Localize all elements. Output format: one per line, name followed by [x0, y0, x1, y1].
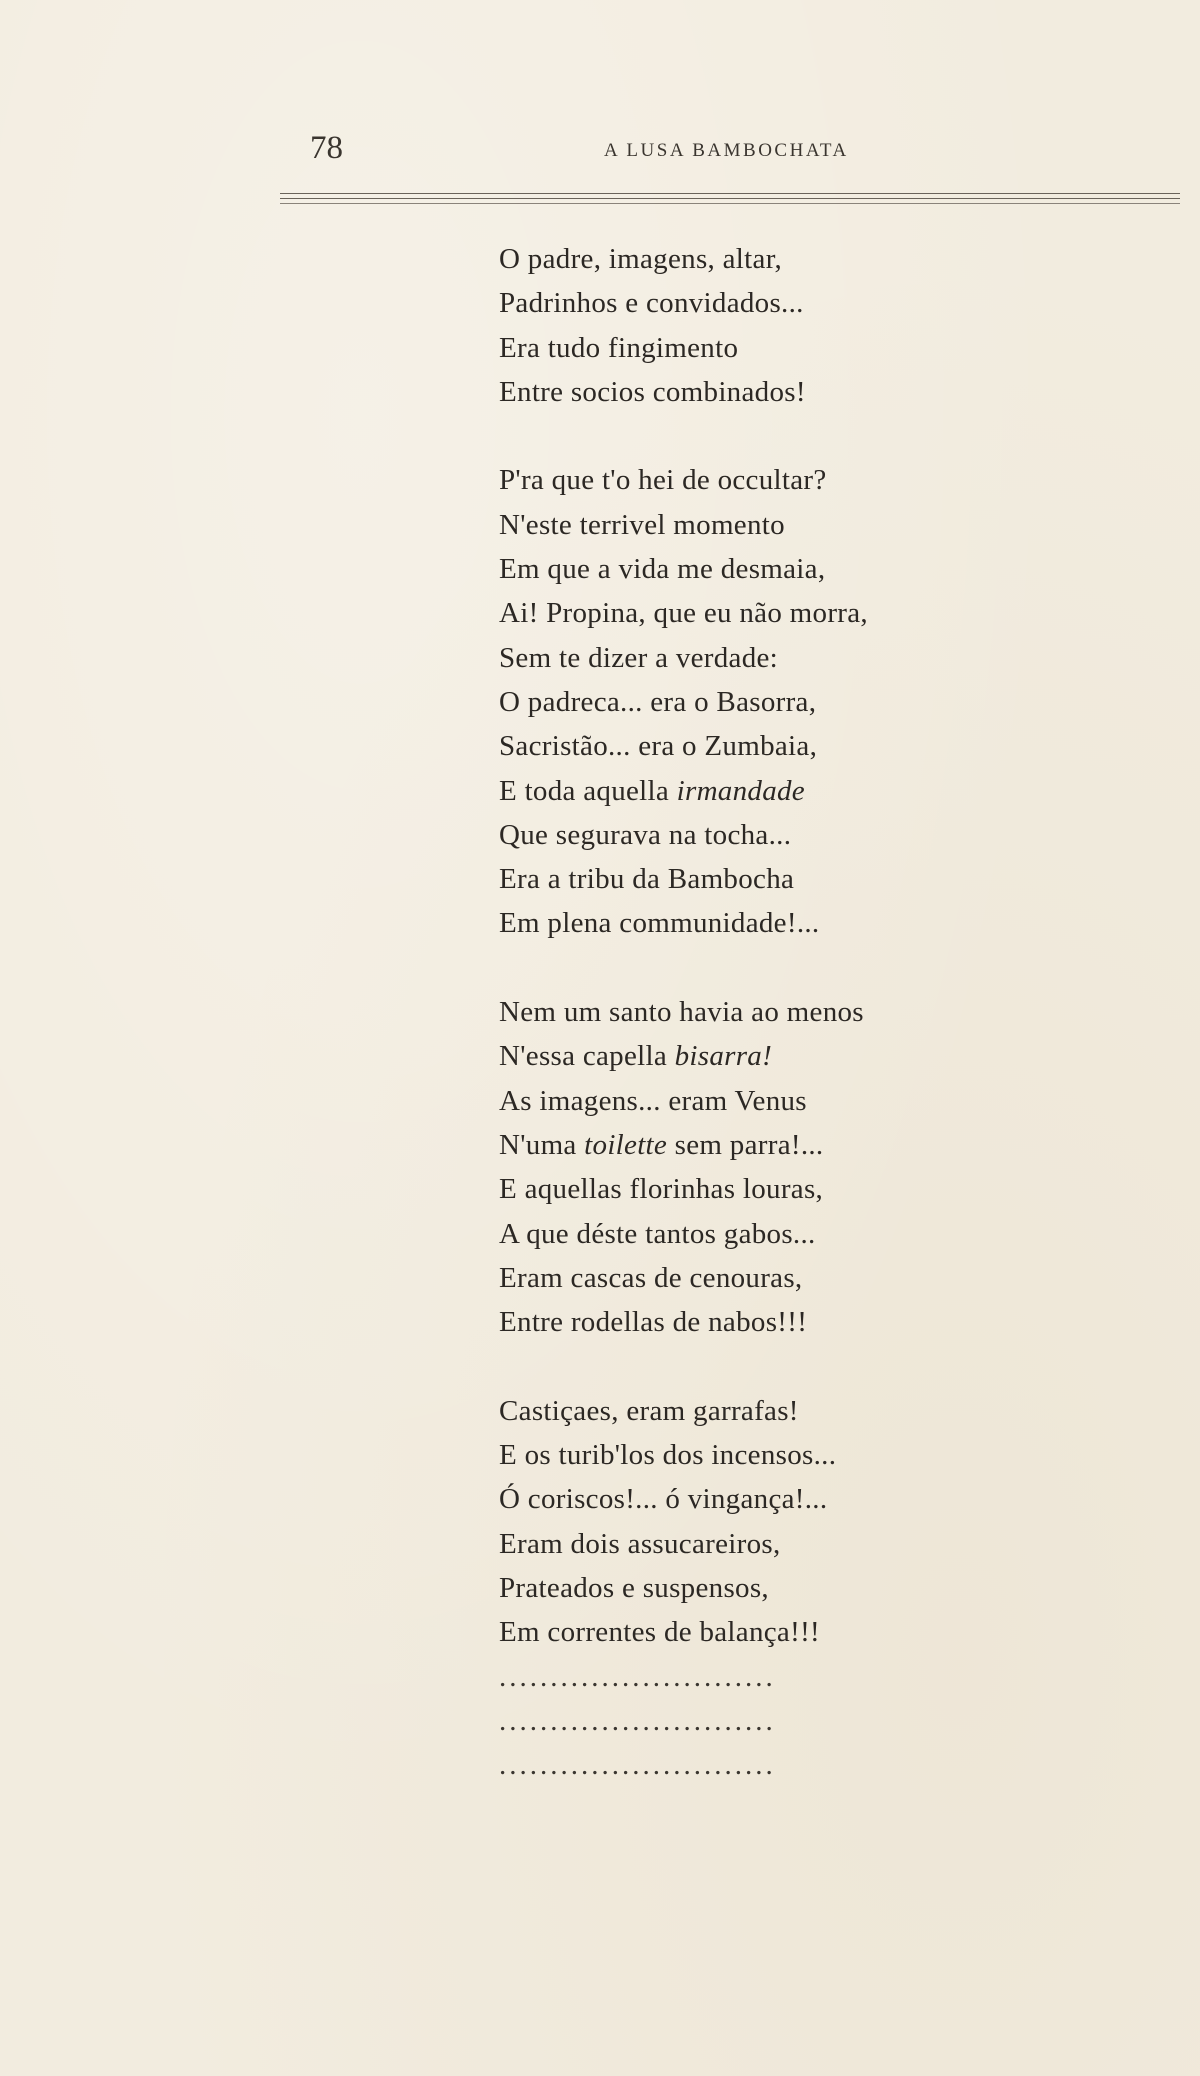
- verse-line: Era a tribu da Bambocha: [499, 863, 795, 896]
- verse-line: P'ra que t'o hei de occultar?: [499, 464, 827, 497]
- page-number: 78: [310, 130, 343, 166]
- verse-italic: irmandade: [676, 774, 805, 807]
- verse-line: A que déste tantos gabos...: [499, 1217, 816, 1250]
- verse-line: [499, 769, 1139, 813]
- ellipsis-line: ...........................: [499, 1749, 776, 1782]
- verse-line: Entre socios combinados!: [499, 375, 806, 408]
- header-rule-lower: [280, 203, 1180, 204]
- verse-line: Prateados e suspensos,: [499, 1571, 769, 1604]
- verse-line: N'este terrivel momento: [499, 508, 785, 541]
- verse-line: Padrinhos e convidados...: [499, 287, 804, 320]
- page-header: [308, 130, 1186, 170]
- ellipsis-line: ...........................: [499, 1704, 776, 1737]
- verse-line: E aquellas florinhas louras,: [499, 1173, 824, 1206]
- verse-line: Que segurava na tocha...: [499, 818, 792, 851]
- verse-line: Ai! Propina, que eu não morra,: [499, 597, 868, 630]
- verse-text: sem parra!...: [667, 1128, 824, 1161]
- running-title: A LUSA BAMBOCHATA: [604, 140, 849, 161]
- verse-line: E os turib'los dos incensos...: [499, 1439, 837, 1472]
- stanza-gap: [499, 1344, 1139, 1388]
- verse-line: Nem um santo havia ao menos: [499, 996, 864, 1029]
- ellipsis-line: ...........................: [499, 1660, 776, 1693]
- verse-line: Castiçaes, eram garrafas!: [499, 1394, 799, 1427]
- verse-line: Eram cascas de cenouras,: [499, 1261, 803, 1294]
- verse-line: Entre rodellas de nabos!!!: [499, 1306, 808, 1339]
- verse-line: Em que a vida me desmaia,: [499, 553, 826, 586]
- verse-italic: bisarra!: [674, 1040, 773, 1073]
- stanza-gap: [499, 946, 1139, 990]
- stanza-gap: [499, 414, 1139, 458]
- header-rule: [280, 193, 1180, 199]
- verse-line: Em correntes de balança!!!: [499, 1616, 820, 1649]
- verse-line: Eram dois assucareiros,: [499, 1527, 781, 1560]
- verse-text: N'essa capella: [499, 1040, 675, 1073]
- verse-line: O padreca... era o Basorra,: [499, 685, 817, 718]
- poem: [499, 237, 1139, 1787]
- verse-text: N'uma: [499, 1128, 585, 1161]
- verse-text: E toda aquella: [499, 774, 677, 807]
- verse-line: Era tudo fingimento: [499, 331, 739, 364]
- verse-line: O padre, imagens, altar,: [499, 243, 783, 275]
- verse-line: [499, 1123, 1139, 1167]
- verse-line: As imagens... eram Venus: [499, 1084, 807, 1117]
- verse-line: Em plena communidade!...: [499, 907, 820, 940]
- verse-line: Sem te dizer a verdade:: [499, 641, 779, 674]
- verse-italic: toilette: [584, 1128, 668, 1161]
- verse-line: Sacristão... era o Zumbaia,: [499, 730, 818, 763]
- verse-line: [499, 1034, 1139, 1078]
- verse-line: Ó coriscos!... ó vingança!...: [499, 1483, 828, 1516]
